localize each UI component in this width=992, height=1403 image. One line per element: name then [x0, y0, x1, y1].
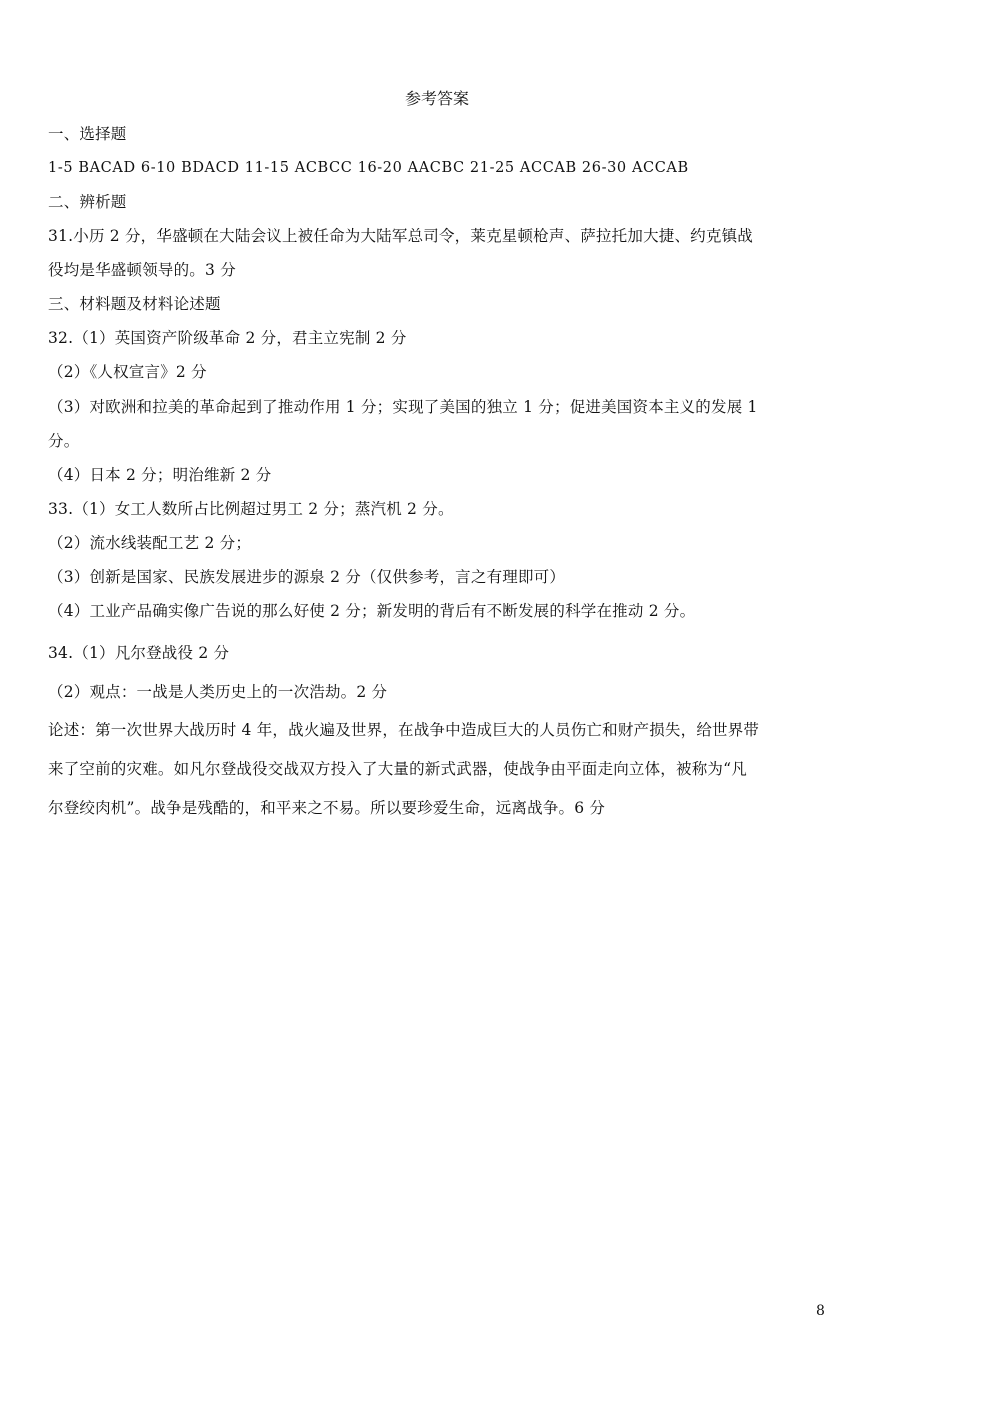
- q31-answer-line-2: 役均是华盛顿领导的。3 分: [48, 261, 236, 279]
- q34-part-2: （2）观点：一战是人类历史上的一次浩劫。2 分: [48, 683, 388, 701]
- section-heading-analysis: 二、辨析题: [48, 193, 127, 211]
- q33-part-3: （3）创新是国家、民族发展进步的源泉 2 分（仅供参考，言之有理即可）: [48, 568, 566, 586]
- q32-part-3-line-1: （3）对欧洲和拉美的革命起到了推动作用 1 分；实现了美国的独立 1 分；促进美国资本主义的发展 1: [48, 398, 758, 416]
- q32-part-3-line-2: 分。: [48, 432, 80, 450]
- q33-part-4: （4）工业产品确实像广告说的那么好使 2 分；新发明的背后有不断发展的科学在推动 2 分。: [48, 602, 696, 620]
- q34-essay-line-3: 尔登绞肉机”。战争是残酷的，和平来之不易。所以要珍爱生命，远离战争。6 分: [48, 799, 606, 817]
- q32-part-4: （4）日本 2 分；明治维新 2 分: [48, 466, 272, 484]
- q33-part-1: 33.（1）女工人数所占比例超过男工 2 分；蒸汽机 2 分。: [48, 500, 454, 518]
- q34-essay-line-2: 来了空前的灾难。如凡尔登战役交战双方投入了大量的新式武器，使战争由平面走向立体，被称为“凡: [48, 760, 747, 778]
- choice-answers: 1-5 BACAD 6-10 BDACD 11-15 ACBCC 16-20 AACBC 21-25 ACCAB 26-30 ACCAB: [48, 160, 689, 176]
- section-heading-material: 三、材料题及材料论述题: [48, 295, 221, 313]
- q32-part-1: 32.（1）英国资产阶级革命 2 分，君主立宪制 2 分: [48, 329, 407, 347]
- section-heading-choice: 一、选择题: [48, 125, 127, 143]
- page-number: 8: [816, 1303, 825, 1319]
- page-title: 参考答案: [404, 89, 469, 108]
- q32-part-2: （2）《人权宣言》2 分: [48, 363, 207, 381]
- q31-answer-line-1: 31.小历 2 分，华盛顿在大陆会议上被任命为大陆军总司令，莱克星顿枪声、萨拉托加大捷、约克镇战: [48, 227, 753, 245]
- q34-essay-line-1: 论述：第一次世界大战历时 4 年，战火遍及世界，在战争中造成巨大的人员伤亡和财产损失，给世界带: [48, 721, 760, 739]
- q34-part-1: 34.（1）凡尔登战役 2 分: [48, 644, 230, 662]
- q33-part-2: （2）流水线装配工艺 2 分；: [48, 534, 252, 552]
